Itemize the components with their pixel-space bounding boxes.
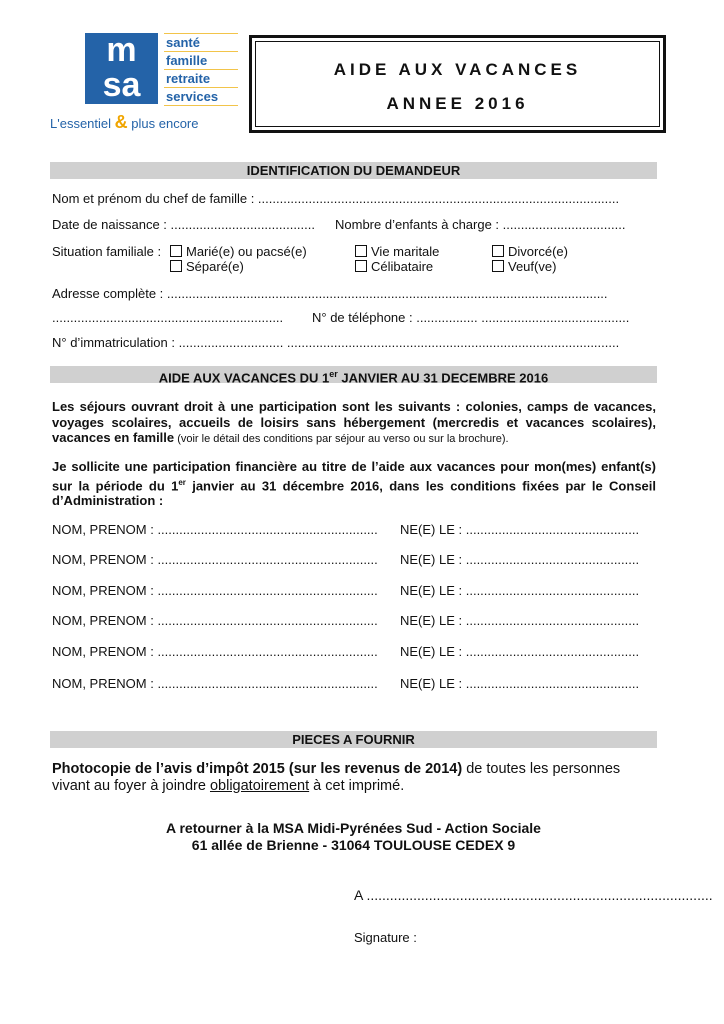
checkbox-divorced[interactable] xyxy=(492,244,568,259)
eligible-stays-paragraph xyxy=(52,399,656,448)
child-birth-field[interactable]: NE(E) LE : ................................................ xyxy=(400,613,640,628)
child-name-field[interactable]: NOM, PRENOM : ............................................................. xyxy=(52,522,378,537)
children-count-field[interactable]: Nombre d’enfants à charge : .................................. xyxy=(335,217,626,232)
child-birth-field[interactable]: NE(E) LE : ................................................ xyxy=(400,676,640,691)
doc-text: à cet imprimé. xyxy=(309,778,405,794)
option-label: Veuf(ve) xyxy=(508,259,557,274)
child-birth-field[interactable]: NE(E) LE : ................................................ xyxy=(400,522,640,537)
para-text: Je sollicite une participation financière au titre de l’aide aux vacances pour mon(mes) enfant(s) sur la période du 1 xyxy=(52,459,656,493)
heading-text: JANVIER AU 31 DECEMBRE 2016 xyxy=(337,370,549,386)
checkbox-married[interactable] xyxy=(170,244,307,259)
section-heading-holidays xyxy=(50,366,657,386)
name-field[interactable]: Nom et prénom du chef de famille : .................................................................................................... xyxy=(52,191,620,206)
address-field[interactable]: Adresse complète : .......................................................................................................................... xyxy=(52,286,608,301)
child-birth-field[interactable]: NE(E) LE : ................................................ xyxy=(400,552,640,567)
para-sup: er xyxy=(178,477,186,487)
heading-sup: er xyxy=(329,369,338,379)
birthdate-field[interactable]: Date de naissance : ........................................ xyxy=(52,217,315,232)
child-name-field[interactable]: NOM, PRENOM : ............................................................. xyxy=(52,644,378,659)
doc-bold: Photocopie de l’avis d’impôt 2015 (sur les revenus de 2014) xyxy=(52,761,463,777)
title-line1: AIDE AUX VACANCES xyxy=(333,60,582,79)
option-label: Divorcé(e) xyxy=(508,244,568,259)
section-heading-documents: PIECES A FOURNIR xyxy=(50,731,657,748)
return-address-line2: 61 allée de Brienne - 31064 TOULOUSE CEDEX 9 xyxy=(191,837,516,853)
heading-text: AIDE AUX VACANCES DU 1 xyxy=(158,370,330,386)
doc-underlined: obligatoirement xyxy=(209,778,310,794)
phone-field[interactable]: N° de téléphone : ................. ......................................... xyxy=(312,310,630,325)
address-line2-field[interactable]: ................................................................ xyxy=(52,310,284,325)
documents-paragraph xyxy=(52,761,656,795)
checkbox-icon[interactable] xyxy=(170,245,182,257)
checkbox-icon[interactable] xyxy=(170,260,182,272)
logo-letter: m xyxy=(106,31,137,69)
request-paragraph xyxy=(52,459,656,509)
logo-word: retraite xyxy=(164,69,238,87)
logo-word: santé xyxy=(164,33,238,51)
child-name-field[interactable]: NOM, PRENOM : ............................................................. xyxy=(52,613,378,628)
child-name-field[interactable]: NOM, PRENOM : ............................................................. xyxy=(52,552,378,567)
situation-label: Situation familiale : xyxy=(52,244,162,259)
checkbox-icon[interactable] xyxy=(492,245,504,257)
option-label: Marié(e) ou pacsé(e) xyxy=(186,244,307,259)
tagline-b: plus encore xyxy=(131,116,199,131)
child-birth-field[interactable]: NE(E) LE : ................................................ xyxy=(400,583,640,598)
option-label: Séparé(e) xyxy=(186,259,244,274)
tagline-a: L'essentiel xyxy=(50,116,112,131)
signature-label: Signature : xyxy=(354,930,417,945)
checkbox-icon[interactable] xyxy=(355,245,367,257)
logo-row xyxy=(85,68,158,103)
checkbox-cohabiting[interactable] xyxy=(355,244,439,259)
logo-letter: s xyxy=(102,66,122,104)
para-note: (voir le détail des conditions par séjour au verso ou sur la brochure). xyxy=(174,433,509,445)
doc-text: de toutes les personnes vivant au foyer à joindre xyxy=(52,761,621,794)
logo-row xyxy=(85,33,158,68)
registration-field[interactable]: N° d’immatriculation : ............................. ............................................................................................ xyxy=(52,335,620,350)
title-line2: ANNEE 2016 xyxy=(386,94,529,113)
return-address-line1: A retourner à la MSA Midi-Pyrénées Sud - Action Sociale xyxy=(166,820,541,836)
checkbox-separated[interactable] xyxy=(170,259,244,274)
msa-logo xyxy=(85,33,158,104)
place-date-field[interactable]: A ......................................................................................... xyxy=(354,887,713,903)
checkbox-icon[interactable] xyxy=(355,260,367,272)
section-heading-identification: IDENTIFICATION DU DEMANDEUR xyxy=(50,162,657,179)
logo-letter: a xyxy=(121,66,141,104)
checkbox-icon[interactable] xyxy=(492,260,504,272)
checkbox-single[interactable] xyxy=(355,259,433,274)
child-birth-field[interactable]: NE(E) LE : ................................................ xyxy=(400,644,640,659)
tagline-amp: & xyxy=(114,112,128,132)
child-name-field[interactable]: NOM, PRENOM : ............................................................. xyxy=(52,583,378,598)
checkbox-widowed[interactable] xyxy=(492,259,556,274)
para-bold: Les séjours ouvrant droit à une participation sont les suivants : colonies, camps de vacances, voyages scolaires, accueils de loisirs sans hébergement (mercredis et vacances scolaires), vacances en famille xyxy=(52,399,656,445)
title-box xyxy=(249,35,666,133)
logo-word: services xyxy=(164,87,238,106)
option-label: Célibataire xyxy=(371,259,434,274)
child-name-field[interactable]: NOM, PRENOM : ............................................................. xyxy=(52,676,378,691)
para-text: janvier au 31 décembre 2016, dans les conditions fixées par le Conseil d’Administration : xyxy=(52,477,656,509)
logo-word: famille xyxy=(164,51,238,69)
logo-words xyxy=(164,33,238,106)
option-label: Vie maritale xyxy=(371,244,440,259)
logo-tagline xyxy=(50,112,199,133)
